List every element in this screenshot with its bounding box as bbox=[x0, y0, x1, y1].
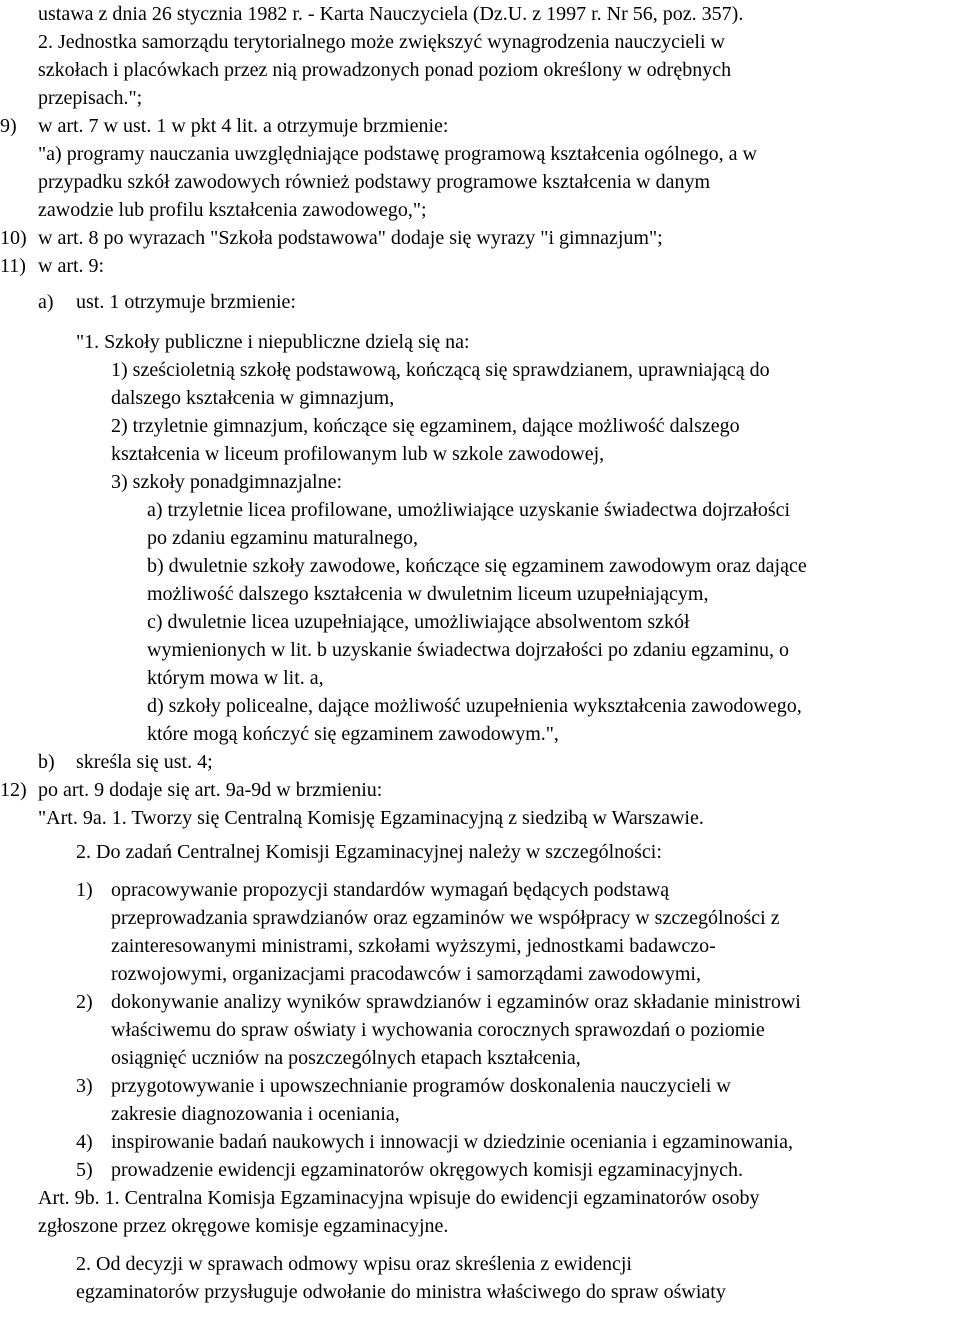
text-line: 1) sześcioletnią szkołę podstawową, kończącą się sprawdzianem, uprawniającą do bbox=[111, 359, 770, 381]
list-item bbox=[76, 988, 801, 1016]
text-line: zawodzie lub profilu kształcenia zawodowego,"; bbox=[38, 199, 427, 221]
text-line: 2. Do zadań Centralnej Komisji Egzaminacyjnej należy w szczególności: bbox=[76, 841, 662, 863]
text-line: zainteresowanymi ministrami, szkołami wyższymi, jednostkami badawczo- bbox=[111, 935, 716, 957]
list-number: 9) bbox=[0, 115, 17, 137]
text-line: zgłoszone przez okręgowe komisje egzaminacyjne. bbox=[38, 1215, 449, 1237]
text-line: "1. Szkoły publiczne i niepubliczne dzielą się na: bbox=[76, 331, 470, 353]
text-line: przypadku szkół zawodowych również podstawy programowe kształcenia w danym bbox=[38, 171, 711, 193]
list-number: 11) bbox=[0, 255, 26, 277]
list-item bbox=[0, 112, 449, 140]
text-line: ustawa z dnia 26 stycznia 1982 r. - Karta Nauczyciela (Dz.U. z 1997 r. Nr 56, poz. 357). bbox=[38, 3, 744, 25]
text-line: możliwość dalszego kształcenia w dwuletnim liceum uzupełniającym, bbox=[147, 583, 709, 605]
text-line: szkołach i placówkach przez nią prowadzonych ponad poziom określony w odrębnych bbox=[38, 59, 732, 81]
text-line: "a) programy nauczania uwzględniające podstawę programową kształcenia ogólnego, a w bbox=[38, 143, 757, 165]
text-line: rozwojowymi, organizacjami pracodawców i samorządami zawodowymi, bbox=[111, 963, 701, 985]
text-line: 2) trzyletnie gimnazjum, kończące się egzaminem, dające możliwość dalszego bbox=[111, 415, 740, 437]
list-number: 3) bbox=[76, 1075, 93, 1097]
list-item bbox=[0, 252, 105, 280]
list-number: 1) bbox=[76, 879, 93, 901]
list-item-text: opracowywanie propozycji standardów wymagań będących podstawą bbox=[111, 879, 670, 901]
list-number: 10) bbox=[0, 227, 27, 249]
list-item bbox=[76, 1156, 743, 1184]
text-line: zakresie diagnozowania i oceniania, bbox=[111, 1103, 400, 1125]
list-item-text: dokonywanie analizy wyników sprawdzianów i egzaminów oraz składanie ministrowi bbox=[111, 991, 801, 1013]
list-item-text: w art. 7 w ust. 1 w pkt 4 lit. a otrzymuje brzmienie: bbox=[38, 115, 449, 137]
text-line: właściwemu do spraw oświaty i wychowania corocznych sprawozdań o poziomie bbox=[111, 1019, 765, 1041]
list-item-text: skreśla się ust. 4; bbox=[76, 751, 213, 773]
text-line: wymienionych w lit. b uzyskanie świadectwa dojrzałości po zdaniu egzaminu, o bbox=[147, 639, 790, 661]
text-line: 2. Jednostka samorządu terytorialnego może zwiększyć wynagrodzenia nauczycieli w bbox=[38, 31, 725, 53]
list-item-text: prowadzenie ewidencji egzaminatorów okręgowych komisji egzaminacyjnych. bbox=[111, 1159, 743, 1181]
text-line: a) trzyletnie licea profilowane, umożliwiające uzyskanie świadectwa dojrzałości bbox=[147, 499, 791, 521]
text-line: osiągnięć uczniów na poszczególnych etapach kształcenia, bbox=[111, 1047, 581, 1069]
text-line: które mogą kończyć się egzaminem zawodowym.", bbox=[147, 723, 559, 745]
list-item-text: po art. 9 dodaje się art. 9a-9d w brzmieniu: bbox=[38, 779, 383, 801]
text-line: d) szkoły policealne, dające możliwość uzupełnienia wykształcenia zawodowego, bbox=[147, 695, 802, 717]
list-item bbox=[0, 776, 383, 804]
list-number: 2) bbox=[76, 991, 93, 1013]
list-number: 12) bbox=[0, 779, 27, 801]
text-line: przeprowadzania sprawdzianów oraz egzaminów we współpracy w szczególności z bbox=[111, 907, 780, 929]
list-number: a) bbox=[38, 291, 54, 313]
list-number: 4) bbox=[76, 1131, 93, 1153]
text-line: 3) szkoły ponadgimnazjalne: bbox=[111, 471, 343, 493]
text-line: którym mowa w lit. a, bbox=[147, 667, 324, 689]
list-item-text: inspirowanie badań naukowych i innowacji w dziedzinie oceniania i egzaminowania, bbox=[111, 1131, 793, 1153]
list-number: 5) bbox=[76, 1159, 93, 1181]
list-item-text: w art. 9: bbox=[38, 255, 105, 277]
list-item-text: ust. 1 otrzymuje brzmienie: bbox=[76, 291, 296, 313]
list-item-text: w art. 8 po wyrazach "Szkoła podstawowa" dodaje się wyrazy "i gimnazjum"; bbox=[38, 227, 663, 249]
text-line: Art. 9b. 1. Centralna Komisja Egzaminacyjna wpisuje do ewidencji egzaminatorów osoby bbox=[38, 1187, 760, 1209]
text-line: po zdaniu egzaminu maturalnego, bbox=[147, 527, 419, 549]
list-item bbox=[0, 224, 663, 252]
list-number: b) bbox=[38, 751, 55, 773]
list-item bbox=[76, 1072, 731, 1100]
text-line: b) dwuletnie szkoły zawodowe, kończące się egzaminem zawodowym oraz dające bbox=[147, 555, 807, 577]
list-item bbox=[76, 876, 670, 904]
list-item bbox=[38, 288, 296, 316]
text-line: "Art. 9a. 1. Tworzy się Centralną Komisję Egzaminacyjną z siedzibą w Warszawie. bbox=[38, 807, 704, 829]
text-line: przepisach."; bbox=[38, 87, 143, 109]
list-item-text: przygotowywanie i upowszechnianie programów doskonalenia nauczycieli w bbox=[111, 1075, 731, 1097]
text-line: egzaminatorów przysługuje odwołanie do ministra właściwego do spraw oświaty bbox=[76, 1281, 726, 1303]
text-line: 2. Od decyzji w sprawach odmowy wpisu oraz skreślenia z ewidencji bbox=[76, 1253, 632, 1275]
text-line: dalszego kształcenia w gimnazjum, bbox=[111, 387, 395, 409]
text-line: kształcenia w liceum profilowanym lub w szkole zawodowej, bbox=[111, 443, 605, 465]
text-line: c) dwuletnie licea uzupełniające, umożliwiające absolwentom szkół bbox=[147, 611, 690, 633]
list-item bbox=[76, 1128, 793, 1156]
list-item bbox=[38, 748, 213, 776]
